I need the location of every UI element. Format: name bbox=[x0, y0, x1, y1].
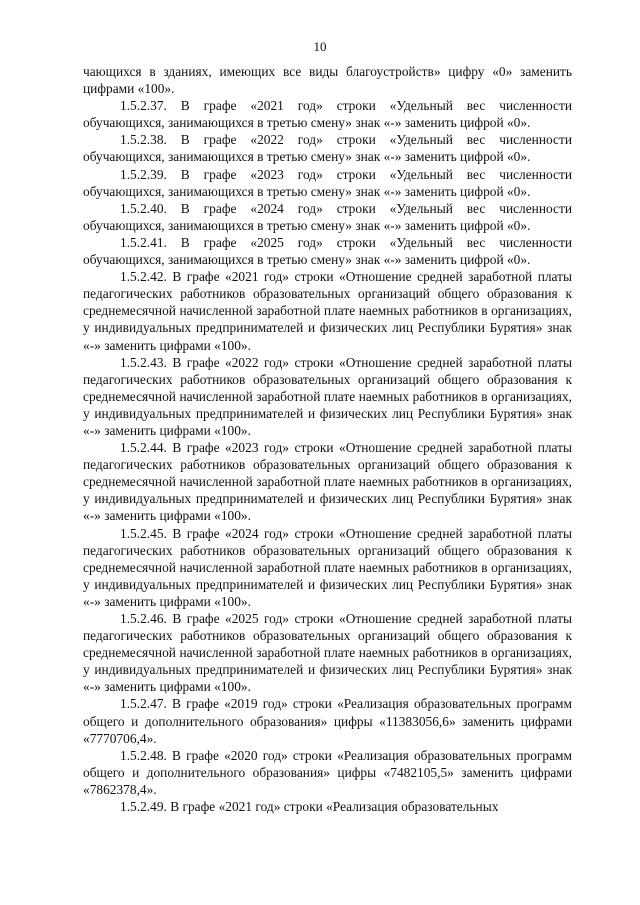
paragraph: 1.5.2.38. В графе «2022 год» строки «Удельный вес численности обучающихся, занимающихся в третью смену» знак «-» заменить цифрой «0». bbox=[83, 132, 572, 165]
paragraph: 1.5.2.49. В графе «2021 год» строки «Реализация образовательных bbox=[120, 799, 499, 815]
paragraph: 1.5.2.46. В графе «2025 год» строки «Отношение средней заработной платы педагогических работников образовательных организаций общего образования к среднемесячной начисленной заработной плате наемных работников в организациях, у индивидуальных предпринимателей и физических лиц Республики Бурятия» знак «-» заменить цифрами «100». bbox=[83, 611, 572, 695]
paragraph: 1.5.2.40. В графе «2024 год» строки «Удельный вес численности обучающихся, занимающихся в третью смену» знак «-» заменить цифрой «0». bbox=[83, 200, 572, 233]
paragraph: 1.5.2.48. В графе «2020 год» строки «Реализация образовательных программ общего и дополнительного образования» цифры «7482105,5» заменить цифрами «7862378,4». bbox=[83, 747, 572, 797]
paragraph: 1.5.2.43. В графе «2022 год» строки «Отношение средней заработной платы педагогических работников образовательных организаций общего образования к среднемесячной начисленной заработной плате наемных работников в организациях, у индивидуальных предпринимателей и физических лиц Республики Бурятия» знак «-» заменить цифрами «100». bbox=[83, 354, 572, 438]
paragraph: 1.5.2.39. В графе «2023 год» строки «Удельный вес численности обучающихся, занимающихся в третью смену» знак «-» заменить цифрой «0». bbox=[83, 166, 572, 199]
paragraph: 1.5.2.44. В графе «2023 год» строки «Отношение средней заработной платы педагогических работников образовательных организаций общего образования к среднемесячной начисленной заработной плате наемных работников в организациях, у индивидуальных предпринимателей и физических лиц Республики Бурятия» знак «-» заменить цифрами «100». bbox=[83, 440, 572, 524]
paragraph: 1.5.2.41. В графе «2025 год» строки «Удельный вес численности обучающихся, занимающихся в третью смену» знак «-» заменить цифрой «0». bbox=[83, 234, 572, 268]
paragraph: 1.5.2.47. В графе «2019 год» строки «Реализация образовательных программ общего и дополнительного образования» цифры «11383056,6» заменить цифрами «7770706,4». bbox=[83, 696, 572, 746]
paragraph: 1.5.2.37. В графе «2021 год» строки «Удельный вес численности обучающихся, занимающихся в третью смену» знак «-» заменить цифрой «0». bbox=[83, 98, 572, 131]
paragraph: 1.5.2.42. В графе «2021 год» строки «Отношение средней заработной платы педагогических работников образовательных организаций общего образования к среднемесячной начисленной заработной плате наемных работников в организациях, у индивидуальных предпринимателей и физических лиц Республики Бурятия» знак «-» заменить цифрами «100». bbox=[83, 269, 572, 353]
paragraph: 1.5.2.45. В графе «2024 год» строки «Отношение средней заработной платы педагогических работников образовательных организаций общего образования к среднемесячной начисленной заработной плате наемных работников в организациях, у индивидуальных предпринимателей и физических лиц Республики Бурятия» знак «-» заменить цифрами «100». bbox=[83, 525, 572, 609]
page-number: 10 bbox=[313, 39, 327, 54]
paragraph: чающихся в зданиях, имеющих все виды благоустройств» цифру «0» заменить цифрами «100». bbox=[83, 64, 572, 97]
document-body bbox=[83, 63, 572, 815]
